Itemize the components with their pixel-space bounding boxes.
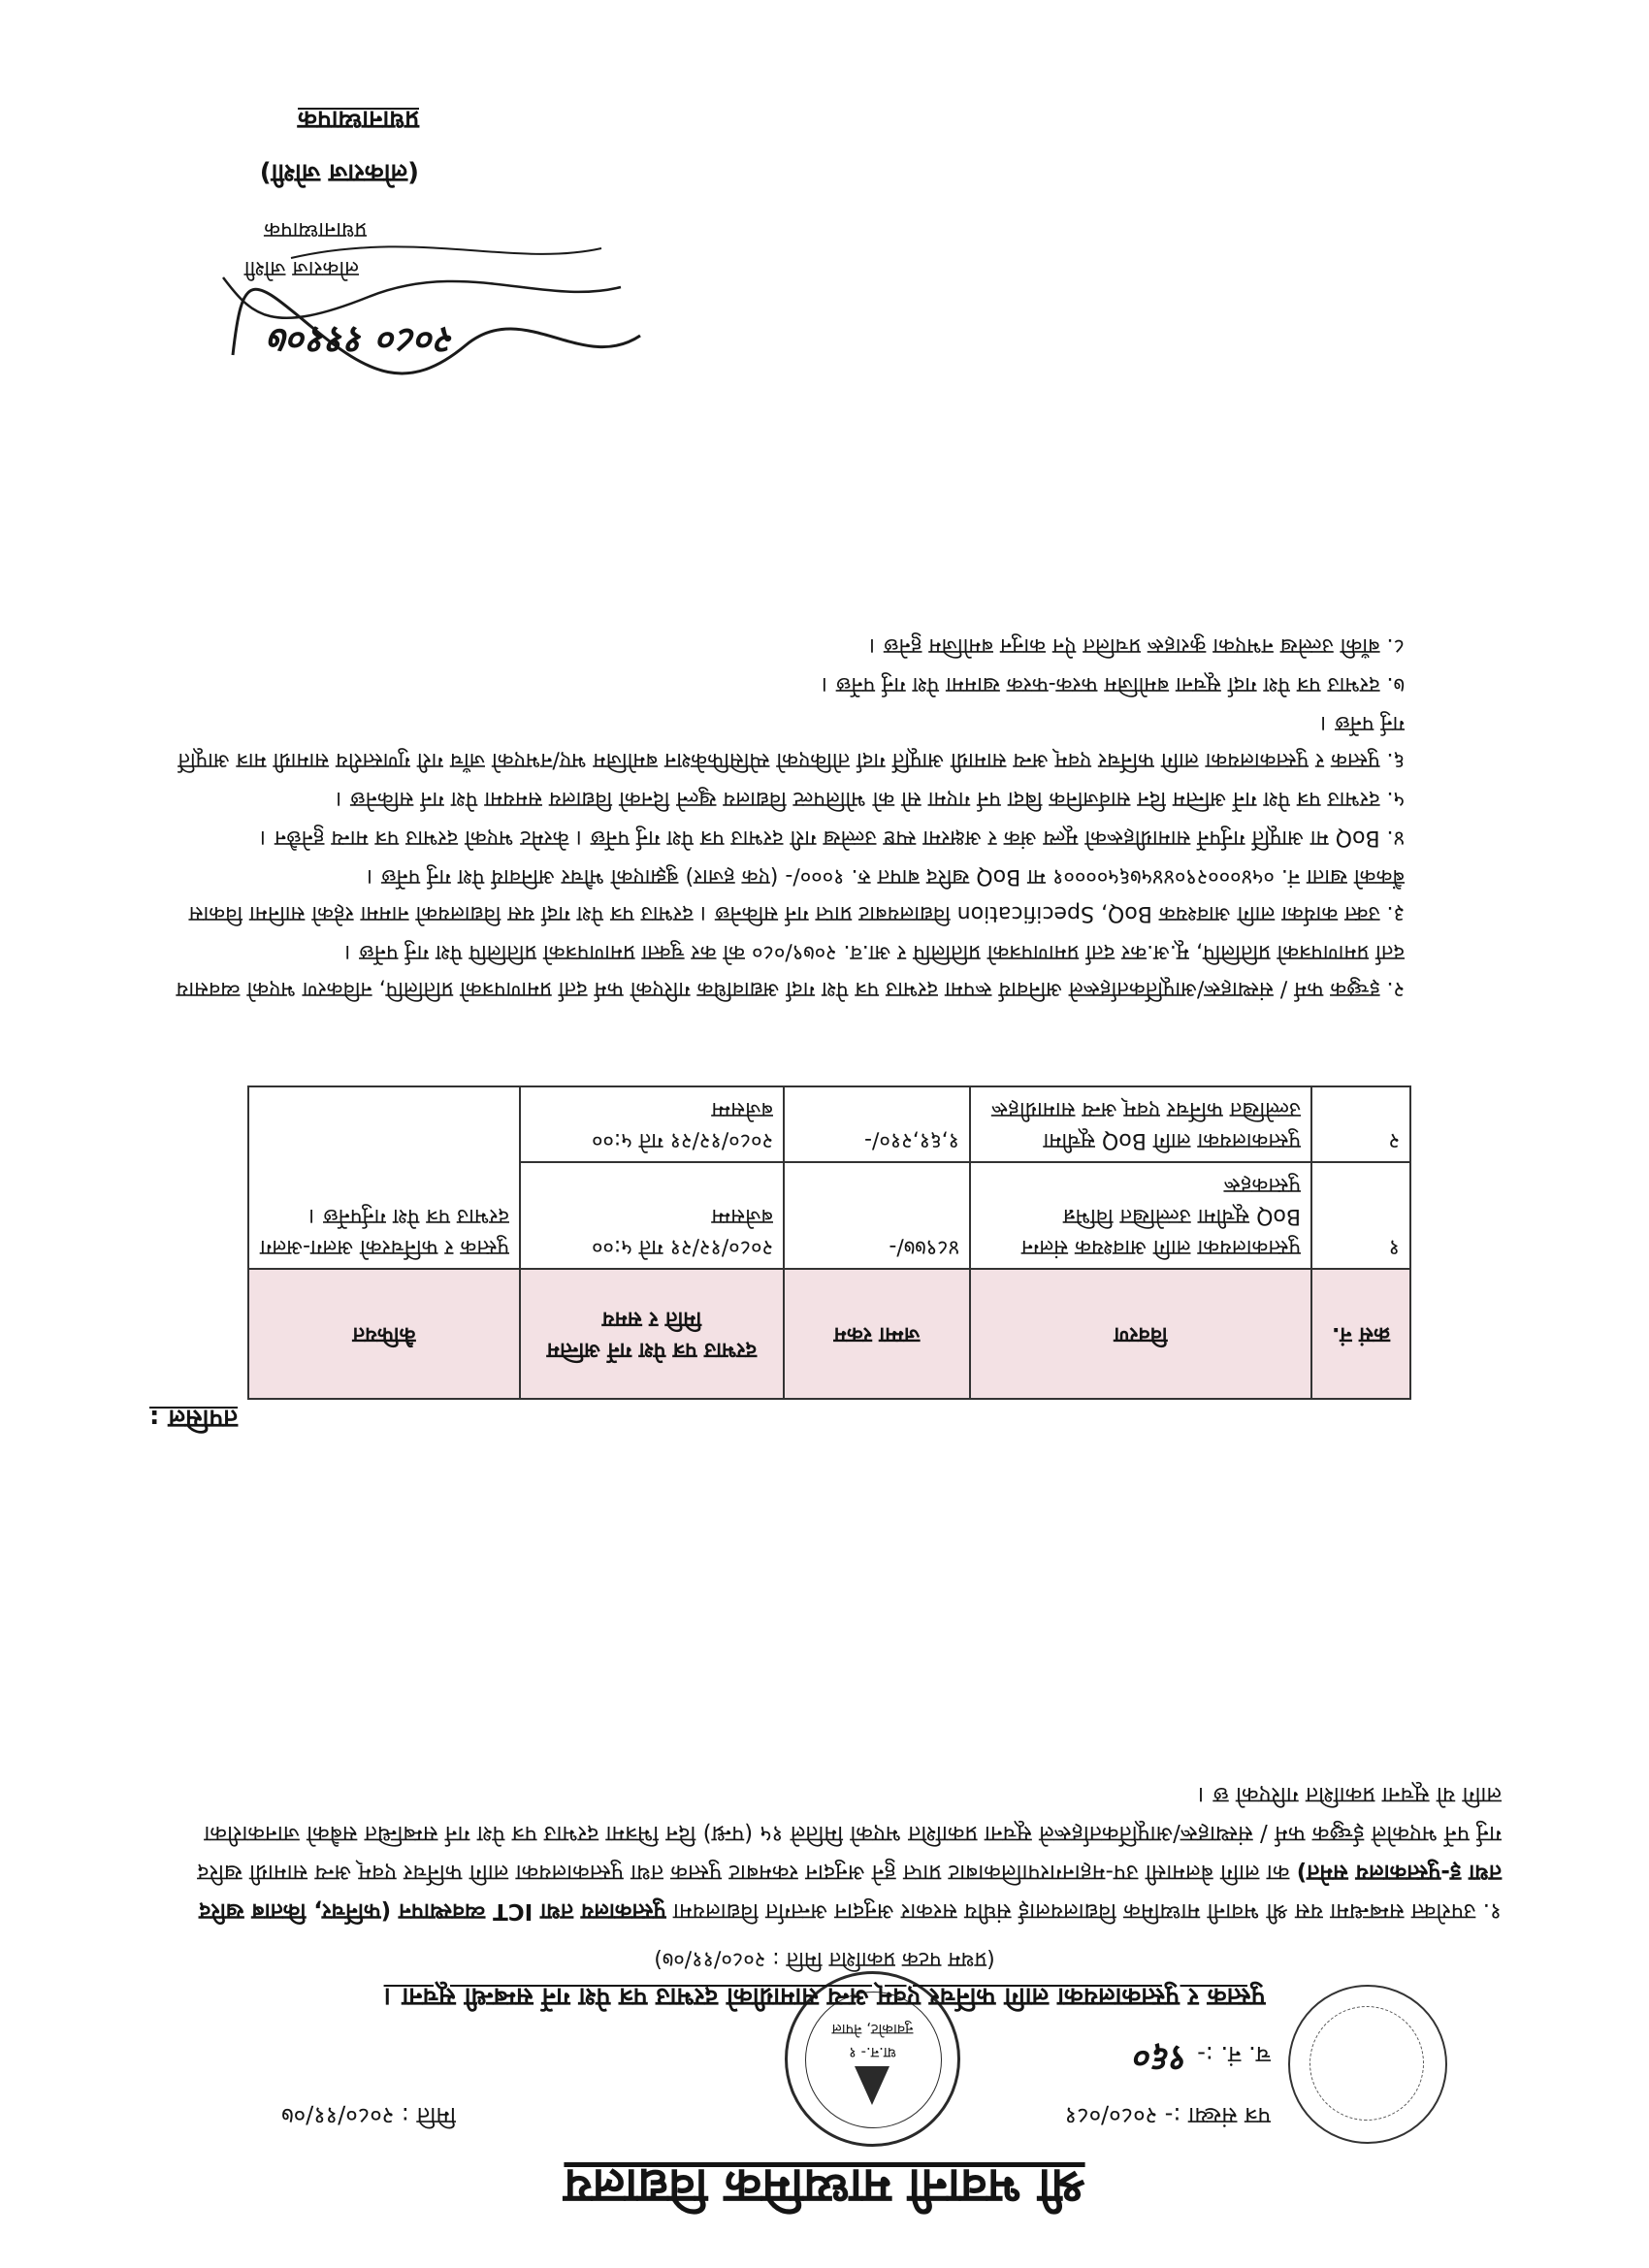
stamp-text: नुवाकोट, नेपाल — [831, 2021, 914, 2038]
row-deadline: २०८०/१२/२१ गते ५:०० बजेसम्म — [520, 1162, 784, 1269]
stamp-ward: धा.न.- १ — [849, 2044, 896, 2061]
row-remark: पुस्तक र फर्निचरको अलग-अलग दरभाउ पत्र पेश गर्नुपर्नेछ । — [248, 1086, 520, 1269]
condition-item: ८. बाँकी उल्लेख नभएका कुराहरू प्रचलित ऐन कानुन बमोजिम हुनेछ । — [868, 633, 1405, 658]
flag-icon — [855, 2066, 889, 2105]
row-amount: १,६१,२१०/- — [784, 1086, 970, 1162]
handwritten-date: २०८० १११०७ — [270, 319, 456, 362]
table-header-row — [248, 1269, 1410, 1399]
letter-date: मिति : २०८०/११/०७ — [281, 2102, 456, 2129]
notice-body-rest: का लागि बेलमासी उप-महानगरपालिकाबाट प्राप्त हुने अनुदान रकमबाट पुस्तक तथा पुस्तकालयका लागि फर्निचर एवम् अन्य सामाग्री खरिद गर्नु पर्ने भएकोले ईच्छुक फर्म / संस्थाहरू/आपूर्तिकर्ताहरूले सूचना प्रकाशित भएको मितिले १५ (पन्ध्र) दिन भित्रमा दरभाउ पत्र पेश गर्न सम्बन्धित सबैको जानकारीका लागि यो सूचना प्रकाशित गरिएको छ । — [197, 1782, 1502, 1885]
row-amount: ४८९७७/- — [784, 1162, 970, 1269]
signatory-name-stamp: (लोकराज जोशी) — [259, 158, 419, 187]
row-deadline: २०८०/१२/२१ गते ५:०० बजेसम्म — [520, 1086, 784, 1162]
signatory-title-stamp: प्रधानाध्यापक — [297, 105, 419, 134]
header-deadline: दरभाउ पत्र पेश गर्ने अन्तिम मिति र समय — [520, 1269, 784, 1399]
signatory-name: लोकराज जोशी — [243, 256, 359, 280]
table-row — [248, 1162, 1410, 1269]
school-name-heading: श्री भवानी माध्यमिक विद्यालय — [564, 2158, 1085, 2215]
condition-item: २. इच्छुक फर्म / संस्थाहरू/आपूर्तिकर्ताहरूले अनिवार्य रूपमा दरभाउ पत्र पेश गर्दा अद्यावधिक गरिएको फर्म दर्ता प्रमाणपत्रको प्रतिलिपि, नविकरण भएको व्यवसाय दर्ता प्रमाणपत्रको प्रतिलिपि, मू.अ.कर दर्ता प्रमाणपत्रको प्रतिलिपि र आ.व. २०७९/०८० को कर चुक्ता प्रमाणपत्रको प्रतिलिपि पेश गर्नु पर्नेछ । — [176, 940, 1405, 1001]
signatory-title: प्रधानाध्यापक — [264, 217, 367, 242]
dispatch-number — [1135, 2036, 1271, 2084]
notice-subtitle: (प्रथम पटक प्रकाशित मिति : २०८०/११/०७) — [654, 1947, 995, 1971]
header-remark: कैफियत — [248, 1269, 520, 1399]
condition-item: ६. पुस्तक र पुस्तकालयका लागि फर्निचर एवम् अन्य सामाग्री आपूर्ति गर्दा तोकिएको स्पेसिफिकेशन बमोजिम भए/नभएको जाँच गरी गुणस्तरीय सामाग्री मात्र आपूर्ति गर्नु पर्नेछ । — [178, 711, 1405, 772]
notice-body-bold: पुस्तकालय तथा ICT व्यवस्थापन (फर्निचर, किताब खरिद तथा इ-पुस्तकालय समेत) — [199, 1860, 1502, 1924]
condition-item: ४. BoQ मा आपूर्ति गर्नुपर्ने सामाग्रीहरूको मूल्य अंक र अक्षरमा स्पष्ट उल्लेख गरी दरभाउ पत्र पेश गर्नु पर्नेछ । केरमेट भएको दरभाउ पत्र मान्य हुनेछैन । — [259, 826, 1405, 850]
row-description: पुस्तकालयका लागि आवश्यक संलग्न BoQ सूचीमा उल्लेखित विभिन्न पुस्तकहरू — [970, 1162, 1311, 1269]
row-sn: १ — [1311, 1162, 1410, 1269]
row-description: पुस्तकालयका लागि BoQ सूचीमा उल्लेखित फर्निचर एवम् अन्य सामाग्रीहरू — [970, 1086, 1311, 1162]
letter-number: पत्र संख्या :- २०८०/०८१ — [1064, 2102, 1271, 2129]
notice-title: पुस्तक र पुस्तकालयका लागि फर्निचर एवम् अन्य सामाग्रीको दरभाउ पत्र पेश गर्ने सम्बन्धी सूचना । — [383, 1982, 1266, 2011]
conditions-list — [173, 625, 1405, 1007]
condition-item: ३. उक्त कार्यका लागि आवश्यक BoQ, Specification विद्यालयबाट प्राप्त गर्न सकिनेछ । दरभाउ पत्र पेश गर्दा यस विद्यालयको नाममा रहेको सानिमा विकास बैंकको खाता नं. ०५४०००२९०४४५७६५००००१ मा BoQ खरिद बापत रु. १०००/- (एक हजार) बुझाएको भौचर अनिवार्य पेश गर्नु पर्नेछ । — [188, 864, 1405, 925]
header-description: विवरण — [970, 1269, 1311, 1399]
header-sn: क्रसं नं. — [1311, 1269, 1410, 1399]
notice-body-intro: १. उपरोक्त सम्बन्धमा यस श्री भवानी माध्यमिक विद्यालयलाई संघीय सरकार अनुदान अन्तर्गत विद्यालयमा — [672, 1898, 1502, 1924]
header-amount: जम्मा रकम — [784, 1269, 970, 1399]
condition-item: ७. दरभाउ पत्र पेश गर्दा सूचना बमोजिम फरक-फरक खाममा पेश गर्नु पर्नेछ । — [821, 672, 1405, 697]
dispatch-number-value: ९६० — [1135, 2038, 1190, 2078]
dispatch-number-label: च. नं. :- — [1197, 2041, 1271, 2068]
schedule-table — [247, 1085, 1411, 1400]
row-sn: २ — [1311, 1086, 1410, 1162]
details-label: तपसिल : — [149, 1404, 238, 1433]
condition-item: ५. दरभाउ पत्र पेश गर्ने अन्तिम दिन सार्वजनिक बिदा पर्न गएमा सो को भोलिपल्ट विद्यालय खुल्ने दिनको विद्यालय समयमा पेश गर्न सकिनेछ । — [335, 787, 1405, 811]
notice-body — [173, 1775, 1502, 1930]
